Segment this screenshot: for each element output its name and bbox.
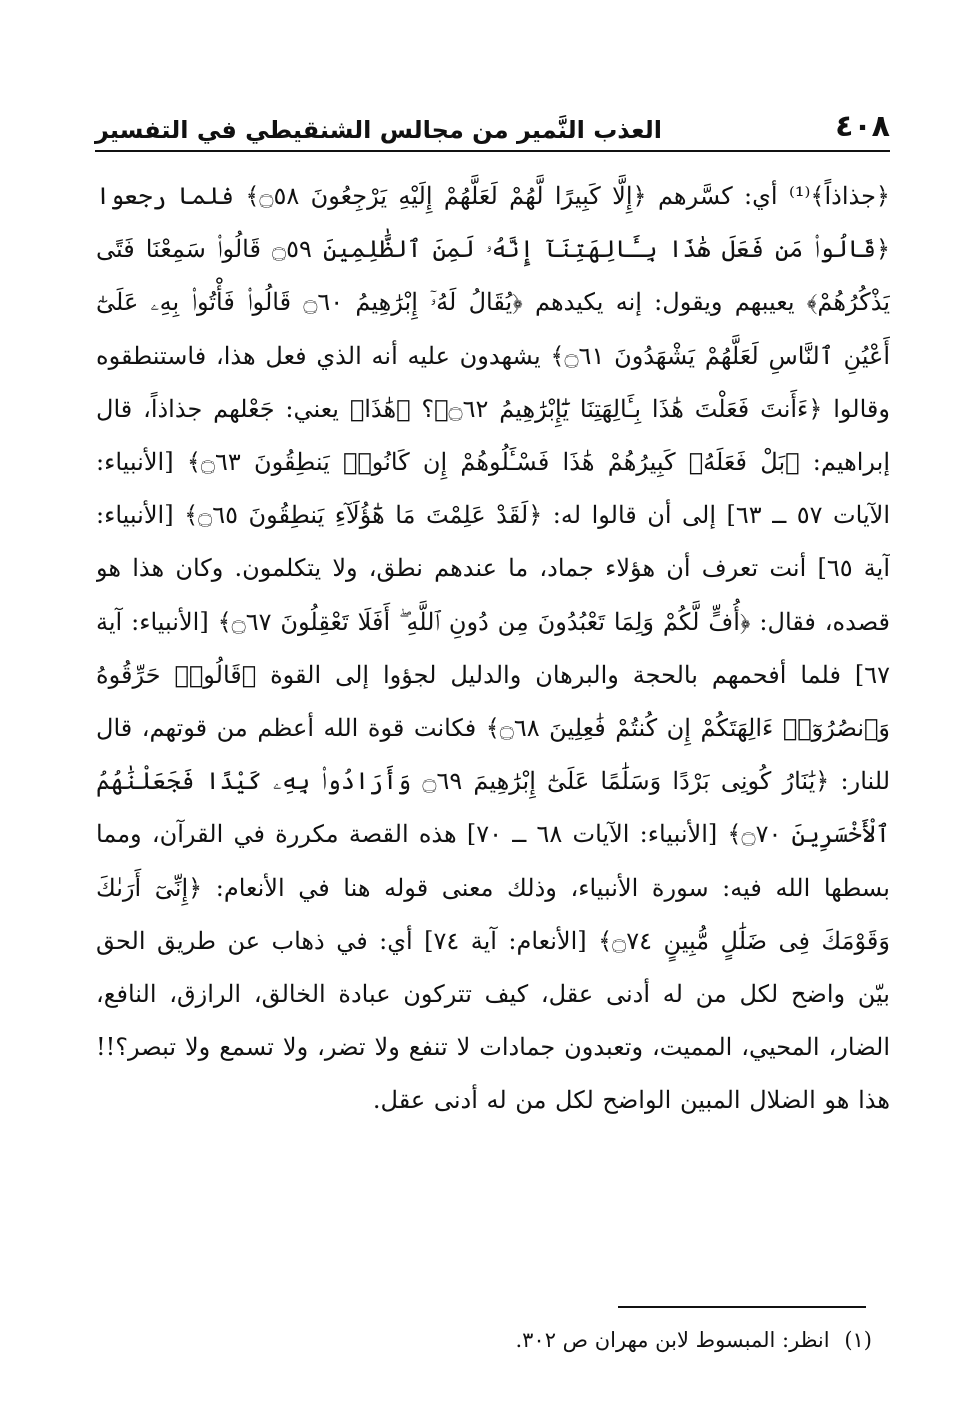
footnote-text: انظر: المبسوط لابن مهران ص ٣٠٢. xyxy=(515,1328,830,1352)
footnote-marker: (١) xyxy=(844,1328,872,1352)
running-title: العذب النَّمير من مجالس الشنقيطي في التفسير xyxy=(95,116,662,144)
body-paragraph: ﴿جذاذاً﴾⁽¹⁾ أي: كسَّرهم ﴿إِلَّا كَبِيرًا لَّهُمْ لَعَلَّهُمْ إِلَيْهِ يَرْجِعُونَ ۝٥٨﴾ فلما رجعوا ﴿قَالُوا۟ مَن فَعَلَ هَٰذَا بِـَٔالِهَتِنَآ إِنَّهُۥ لَمِنَ ٱلظَّٰلِمِينَ ۝٥٩ قَالُوا۟ سَمِعْنَا فَتًى يَذْكُرُهُمْ﴾ يعيبهم ويقول: إنه يكيدهم ﴿يُقَالُ لَهُۥٓ إِبْرَٰهِيمُ ۝٦٠ قَالُوا۟ فَأْتُوا۟ بِهِۦ عَلَىٰٓ أَعْيُنِ ٱلنَّاسِ لَعَلَّهُمْ يَشْهَدُونَ ۝٦١﴾ يشهدون عليه أنه الذي فعل هذا، فاستنطقوه وقالوا ﴿ءَأَنتَ فَعَلْتَ هَٰذَا بِـَٔالِهَتِنَا يَٰٓإِبْرَٰهِيمُ ۝٦٢﴾؟ ﴿هَٰذَا﴾ يعني: جَعْلهم جذاذاً، قال إبراهيم: ﴿بَلْ فَعَلَهُۥ كَبِيرُهُمْ هَٰذَا فَسْـَٔلُوهُمْ إِن كَانُوا۟ يَنطِقُونَ ۝٦٣﴾ [الأنبياء: الآيات ٥٧ ــ ٦٣] إلى أن قالوا له: ﴿لَقَدْ عَلِمْتَ مَا هَٰٓؤُلَآءِ يَنطِقُونَ ۝٦٥﴾ [الأنبياء: آية ٦٥] أنت تعرف أن هؤلاء جماد، ما عندهم نطق، ولا يتكلمون. وكان هذا هو قصده، فقال: ﴿أُفٍّ لَّكُمْ وَلِمَا تَعْبُدُونَ مِن دُونِ ٱللَّهِ ۖ أَفَلَا تَعْقِلُونَ ۝٦٧﴾ [الأنبياء: آية ٦٧] فلما أفحمهم بالحجة والبرهان والدليل لجؤوا إلى القوة ﴿قَالُوا۟ حَرِّقُوهُ وَٱنصُرُوٓا۟ ءَالِهَتَكُمْ إِن كُنتُمْ فَٰعِلِينَ ۝٦٨﴾ فكانت قوة الله أعظم من قوتهم، قال للنار: ﴿يَٰنَارُ كُونِى بَرْدًا وَسَلَٰمًا عَلَىٰٓ إِبْرَٰهِيمَ ۝٦٩ وَأَرَادُوا۟ بِهِۦ كَيْدًا فَجَعَلْنَٰهُمُ ٱلْأَخْسَرِينَ ۝٧٠﴾ [الأنبياء: الآيات ٦٨ ــ ٧٠] هذه القصة مكررة في القرآن، ومما بسطها الله فيه: سورة الأنبياء، وذلك معنى قوله هنا في الأنعام: ﴿إِنِّىٓ أَرَىٰكَ وَقَوْمَكَ فِى ضَلَٰلٍ مُّبِينٍ ۝٧٤﴾ [الأنعام: آية ٧٤] أي: في ذهاب عن طريق الحق بيّن واضح لكل من له أدنى عقل، كيف تتركون عبادة الخالق، الرازق، النافع، الضار، المحيي، المميت، وتعبدون جمادات لا تنفع ولا تضر، ولا تسمع ولا تبصر؟!! هذا هو الضلال المبين الواضح لكل من له أدنى عقل. xyxy=(96,182,890,1115)
footnote-separator xyxy=(618,1306,866,1308)
main-text xyxy=(96,170,890,1290)
footnote xyxy=(300,1324,872,1356)
header-rule xyxy=(95,150,890,152)
page-number: ٤٠٨ xyxy=(835,109,890,144)
page-header xyxy=(95,98,890,148)
